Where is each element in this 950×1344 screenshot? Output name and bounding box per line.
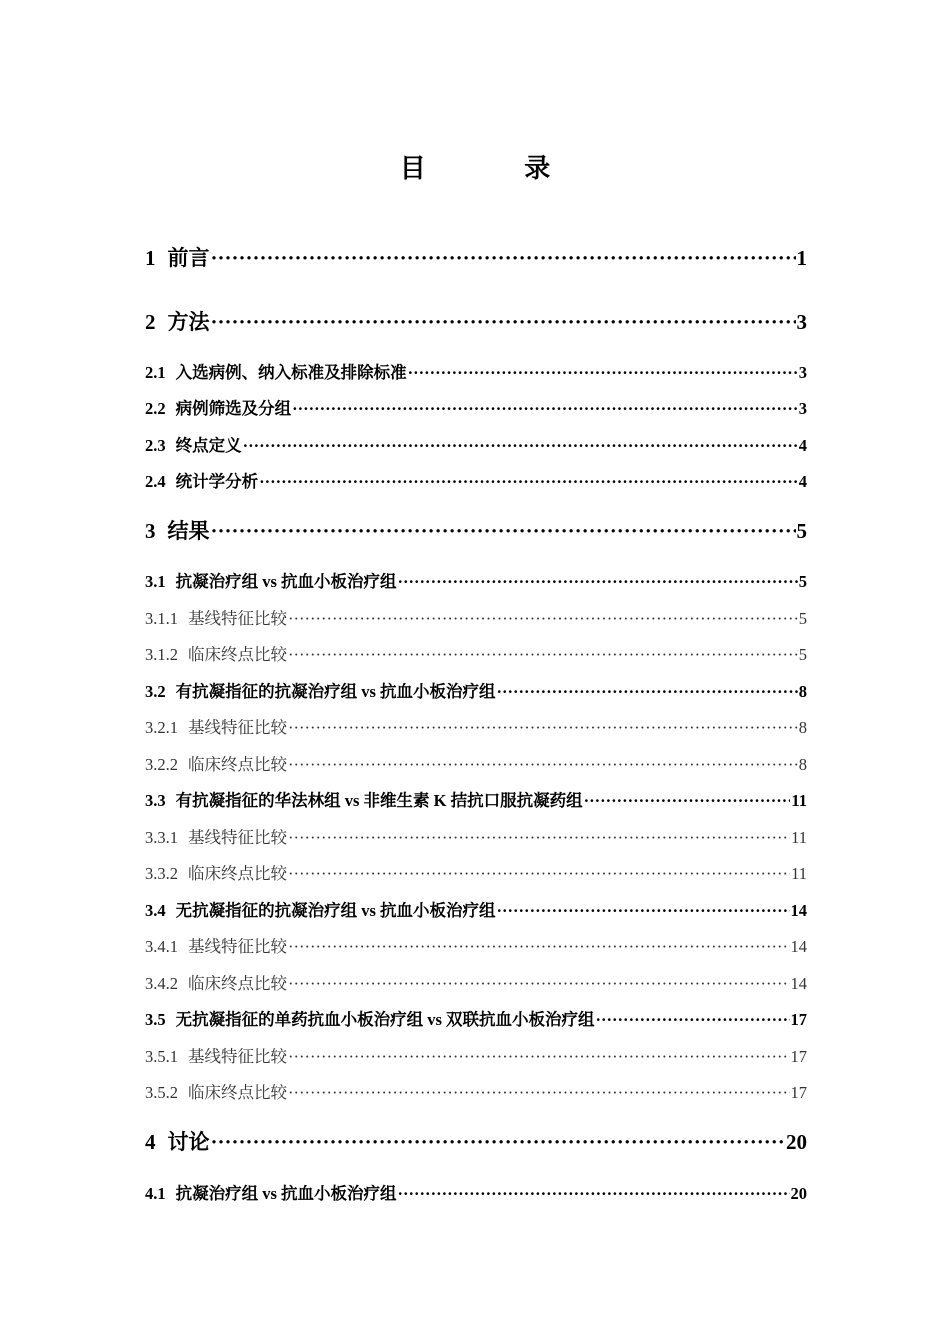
entry-page: 8: [798, 682, 807, 701]
toc-entry[interactable]: [145, 242, 807, 272]
entry-number: 4: [145, 1130, 156, 1154]
entry-number: 3.3.1: [145, 828, 178, 847]
entry-number: 3.2.2: [145, 755, 178, 774]
toc-title: 目 录: [399, 154, 597, 183]
entry-number: 1: [145, 246, 156, 270]
toc-entry[interactable]: [145, 641, 807, 665]
entry-label: 基线特征比较: [188, 609, 287, 628]
dot-leader: [398, 572, 798, 592]
entry-number: 3.4: [145, 901, 166, 920]
dot-leader: [288, 974, 790, 994]
entry-number: 3.2: [145, 682, 166, 701]
entry-label: 基线特征比较: [188, 828, 287, 847]
entry-label: 方法: [167, 310, 210, 334]
entry-page: 20: [786, 1130, 807, 1154]
toc-entry[interactable]: [145, 824, 807, 848]
entry-number: 2.2: [145, 399, 166, 418]
toc-entry[interactable]: [145, 432, 807, 456]
entry-label: 临床终点比较: [188, 645, 287, 664]
dot-leader: [497, 901, 790, 921]
toc-entry[interactable]: [145, 395, 807, 419]
entry-label: 抗凝治疗组 vs 抗血小板治疗组: [175, 572, 397, 591]
entry-number: 3: [145, 519, 156, 543]
entry-label: 无抗凝指征的抗凝治疗组 vs 抗血小板治疗组: [175, 901, 496, 920]
dot-leader: [211, 246, 796, 271]
entry-label: 病例筛选及分组: [175, 399, 292, 418]
entry-number: 2.1: [145, 363, 166, 382]
entry-page: 20: [790, 1184, 807, 1203]
dot-leader: [288, 1083, 790, 1103]
entry-number: 3.2.1: [145, 718, 178, 737]
entry-number: 2: [145, 310, 156, 334]
dot-leader: [408, 363, 798, 383]
dot-leader: [288, 609, 798, 629]
entry-page: 14: [790, 974, 807, 993]
dot-leader: [211, 519, 796, 544]
dot-leader: [211, 1130, 786, 1155]
dot-leader: [288, 828, 790, 848]
entry-label: 终点定义: [175, 436, 242, 455]
entry-label: 统计学分析: [175, 472, 259, 491]
toc-entry[interactable]: [145, 714, 807, 738]
entry-number: 3.4.2: [145, 974, 178, 993]
entry-label: 有抗凝指征的抗凝治疗组 vs 抗血小板治疗组: [175, 682, 496, 701]
toc-entry[interactable]: [145, 468, 807, 492]
entry-page: 14: [790, 901, 807, 920]
entry-number: 3.1: [145, 572, 166, 591]
entry-page: 4: [798, 436, 807, 455]
entry-label: 入选病例、纳入标准及排除标准: [175, 363, 407, 382]
entry-number: 3.1.2: [145, 645, 178, 664]
dot-leader: [288, 718, 798, 738]
dot-leader: [288, 937, 790, 957]
entry-label: 基线特征比较: [188, 718, 287, 737]
entry-page: 3: [798, 399, 807, 418]
dot-leader: [398, 1184, 790, 1204]
toc-entry[interactable]: [145, 787, 807, 811]
toc-entry[interactable]: [145, 1180, 807, 1204]
dot-leader: [288, 755, 798, 775]
dot-leader: [259, 472, 798, 492]
entry-label: 抗凝治疗组 vs 抗血小板治疗组: [175, 1184, 397, 1203]
entry-number: 3.3: [145, 791, 166, 810]
entry-number: 2.4: [145, 472, 166, 491]
entry-label: 无抗凝指征的单药抗血小板治疗组 vs 双联抗血小板治疗组: [175, 1010, 595, 1029]
toc-entry[interactable]: [145, 1079, 807, 1103]
entry-label: 前言: [167, 246, 210, 270]
toc-entry[interactable]: [145, 678, 807, 702]
toc-entry[interactable]: [145, 568, 807, 592]
toc-entry[interactable]: [145, 933, 807, 957]
entry-page: 5: [798, 645, 807, 664]
entry-page: 11: [791, 828, 807, 847]
entry-page: 17: [790, 1047, 807, 1066]
entry-label: 临床终点比较: [188, 1083, 287, 1102]
toc-entry[interactable]: [145, 515, 807, 545]
toc-entry[interactable]: [145, 860, 807, 884]
entry-label: 讨论: [167, 1130, 210, 1154]
toc-entry[interactable]: [145, 605, 807, 629]
toc-entry[interactable]: [145, 897, 807, 921]
entry-number: 2.3: [145, 436, 166, 455]
entry-label: 临床终点比较: [188, 864, 287, 883]
entry-label: 基线特征比较: [188, 1047, 287, 1066]
toc-entry[interactable]: [145, 1043, 807, 1067]
toc-entry[interactable]: [145, 1126, 807, 1156]
toc-entry[interactable]: [145, 359, 807, 383]
entry-number: 3.5.2: [145, 1083, 178, 1102]
dot-leader: [584, 791, 791, 811]
entry-number: 3.5.1: [145, 1047, 178, 1066]
entry-label: 临床终点比较: [188, 755, 287, 774]
dot-leader: [211, 310, 796, 335]
entry-page: 11: [791, 864, 807, 883]
entry-number: 3.1.1: [145, 609, 178, 628]
dot-leader: [243, 436, 798, 456]
dot-leader: [288, 645, 798, 665]
dot-leader: [288, 864, 790, 884]
dot-leader: [596, 1010, 790, 1030]
toc-entry[interactable]: [145, 1006, 807, 1030]
toc-entry[interactable]: [145, 306, 807, 336]
dot-leader: [288, 1047, 790, 1067]
entry-page: 8: [798, 755, 807, 774]
entry-number: 3.4.1: [145, 937, 178, 956]
entry-page: 3: [798, 363, 807, 382]
entry-page: 5: [798, 572, 807, 591]
entry-label: 基线特征比较: [188, 937, 287, 956]
entry-page: 5: [796, 519, 807, 543]
entry-page: 4: [798, 472, 807, 491]
entry-label: 结果: [167, 519, 210, 543]
entry-page: 5: [798, 609, 807, 628]
entry-number: 3.5: [145, 1010, 166, 1029]
entry-page: 1: [796, 246, 807, 270]
toc-entry[interactable]: [145, 970, 807, 994]
toc-entry[interactable]: [145, 751, 807, 775]
entry-label: 有抗凝指征的华法林组 vs 非维生素 K 拮抗口服抗凝药组: [175, 791, 583, 810]
entry-page: 17: [790, 1010, 807, 1029]
entry-page: 17: [790, 1083, 807, 1102]
entry-page: 11: [791, 791, 807, 810]
entry-number: 4.1: [145, 1184, 166, 1203]
entry-page: 3: [796, 310, 807, 334]
dot-leader: [497, 682, 798, 702]
entry-page: 14: [790, 937, 807, 956]
dot-leader: [292, 399, 798, 419]
entry-label: 临床终点比较: [188, 974, 287, 993]
entry-page: 8: [798, 718, 807, 737]
entry-number: 3.3.2: [145, 864, 178, 883]
